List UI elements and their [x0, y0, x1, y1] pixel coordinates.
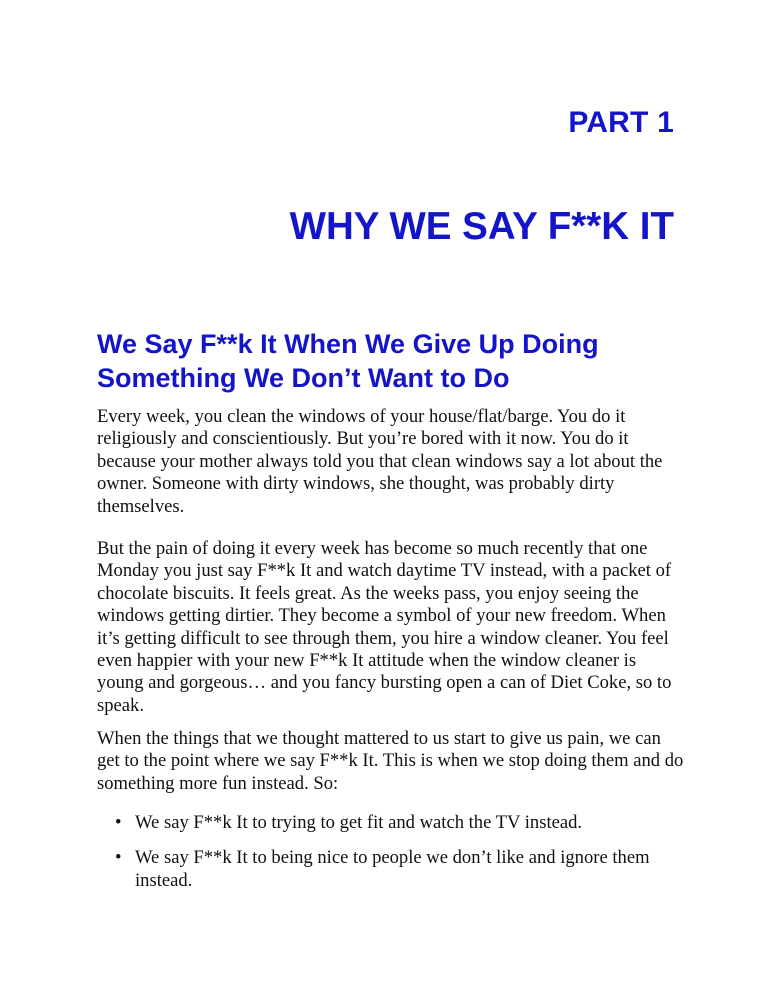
section-heading: We Say F**k It When We Give Up Doing Something We Don’t Want to Do — [97, 329, 599, 393]
bullet-icon: • — [115, 847, 122, 869]
list-item-text: We say F**k It to trying to get fit and watch the TV instead. — [135, 812, 583, 833]
list-item-text: We say F**k It to being nice to people we don’t like and ignore them instead. — [135, 847, 650, 891]
bullet-icon: • — [115, 812, 122, 833]
list-item — [97, 812, 687, 834]
paragraph: Every week, you clean the windows of your house/flat/barge. You do it religiously and conscientiously. But you’re bored with it now. You do it because your mother always told you that clean windows say a lot about the owner. Someone with dirty windows, she thought, was probably dirty themselves. — [97, 406, 663, 517]
paragraph: When the things that we thought mattered to us start to give us pain, we can get to the point where we say F**k It. This is when we stop doing them and do something more fun instead. So: — [97, 728, 684, 794]
part-title: WHY WE SAY F**K IT — [289, 205, 674, 248]
part-number: PART 1 — [568, 106, 674, 139]
paragraph: But the pain of doing it every week has become so much recently that one Monday you just say F**k It and watch daytime TV instead, with a packet of chocolate biscuits. It feels great. As the weeks pass, you enjoy seeing the windows getting dirtier. They become a symbol of your new freedom. When it’s getting difficult to see through them, you hire a window cleaner. You feel even happier with your new F**k It attitude when the window cleaner is young and gorgeous… and you fancy bursting open a can of Diet Coke, so to speak. — [97, 538, 672, 716]
bullet-list — [97, 812, 687, 905]
list-item — [97, 847, 687, 892]
